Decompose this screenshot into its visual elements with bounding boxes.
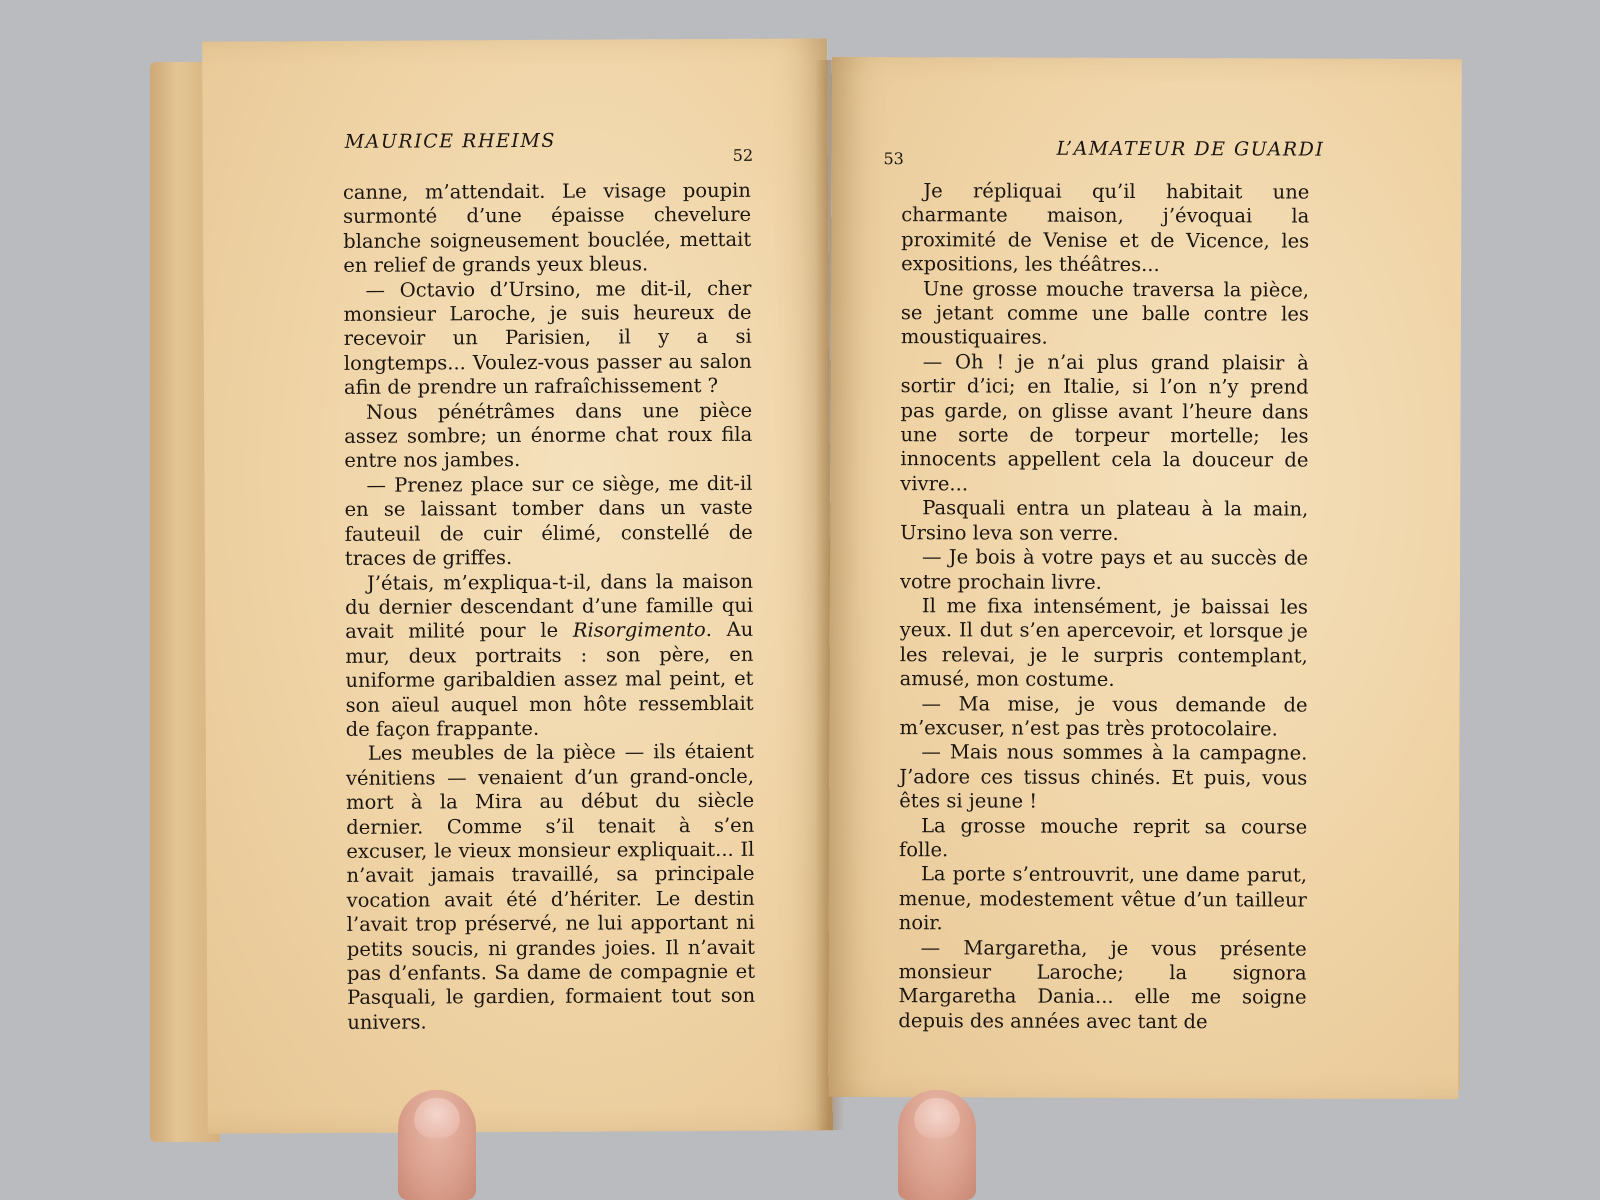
italic-term: Risorgimento — [572, 618, 706, 643]
left-page — [202, 38, 833, 1133]
running-head-left: MAURICE RHEIMS — [344, 129, 556, 153]
page-number-right: 53 — [883, 149, 904, 169]
thumbnail-nail — [914, 1098, 960, 1138]
paragraph: Il me fixa intensément, je baissai les yeux. Il dut s’en apercevoir, et lorsque je les relevai, je le surpris contemplant, amusé, mon costume. — [899, 594, 1308, 692]
paragraph: — Mais nous sommes à la campagne. J’adore ces tissus chinés. Et puis, vous êtes si jeune ! — [899, 740, 1308, 813]
left-thumb — [398, 1090, 476, 1200]
right-thumb — [898, 1090, 976, 1200]
paragraph: La grosse mouche reprit sa course folle. — [899, 813, 1308, 862]
paragraph: La porte s’entrouvrit, une dame parut, menue, modestement vêtue d’un tailleur noir. — [898, 862, 1308, 935]
paragraph — [345, 569, 754, 742]
page-number-left: 52 — [732, 145, 754, 165]
right-page — [828, 57, 1462, 1099]
paragraph-text: J’étais, m’expliqua-t-il, dans la maison du dernier descendant d’une famille qui avait milité pour le — [345, 569, 754, 644]
paragraph: Pasquali entra un plateau à la main, Ursino leva son verre. — [900, 496, 1309, 545]
paragraph-text: . Au mur, deux portraits : son père, en uniforme garibaldien assez mal peint, et son aïeul auquel mon hôte ressemblait de façon frappante. — [345, 618, 754, 741]
right-page-body — [898, 179, 1309, 1035]
paragraph: canne, m’attendait. Le visage poupin surmonté d’une épaisse chevelure blanche soigneusement bouclée, mettait en relief de grands yeux bleus. — [342, 178, 752, 278]
paragraph: — Margaretha, je vous présente monsieur Laroche; la signora Margaretha Dania... elle me soigne depuis des années avec tant de — [898, 935, 1307, 1034]
paragraph: — Je bois à votre pays et au succès de votre prochain livre. — [899, 545, 1309, 594]
paragraph: Une grosse mouche traversa la pièce, se jetant comme une balle contre les moustiquaires. — [900, 276, 1310, 350]
running-head-right: L’AMATEUR DE GUARDI — [1056, 137, 1325, 161]
paragraph: — Oh ! je n’ai plus grand plaisir à sortir d’ici; en Italie, si l’on n’y prend pas garde, on glisse avant l’heure dans une sorte de torpeur mortelle; les innocents appellent cela la douceur de vivre... — [900, 350, 1309, 496]
paragraph: — Prenez place sur ce siège, me dit-il en se laissant tomber dans un vaste fauteuil de cuir élimé, constellé de traces de griffes. — [344, 471, 753, 570]
paragraph: — Ma mise, je vous demande de m’excuser, n’est pas très protocolaire. — [899, 691, 1308, 741]
left-page-body — [343, 179, 755, 1035]
paragraph: Les meubles de la pièce — ils étaient vénitiens — venaient d’un grand-oncle, mort à la Mira au début du siècle dernier. Comme s’il tenait à s’en excuser, le vieux monsieur expliquait... Il n’avait jamais travaillé, sa principale vocation avait été d’hériter. Le destin l’avait trop préservé, ne lui apportant ni petits soucis, ni grandes joies. Il n’avait pas d’enfants. Sa dame de compagnie et Pasquali, le gardien, formaient tout son univers. — [345, 740, 756, 1034]
paragraph: Je répliquai qu’il habitait une charmante maison, j’évoquai la proximité de Venise et de Vicence, les expositions, les théâtres... — [901, 179, 1310, 277]
thumbnail-nail — [414, 1098, 460, 1138]
paragraph: — Octavio d’Ursino, me dit-il, cher monsieur Laroche, je suis heureux de recevoir un Parisien, il y a si longtemps... Voulez-vous passer au salon afin de prendre un rafraîchissement ? — [343, 276, 752, 400]
paragraph: Nous pénétrâmes dans une pièce assez sombre; un énorme chat roux fila entre nos jambes. — [344, 398, 753, 473]
